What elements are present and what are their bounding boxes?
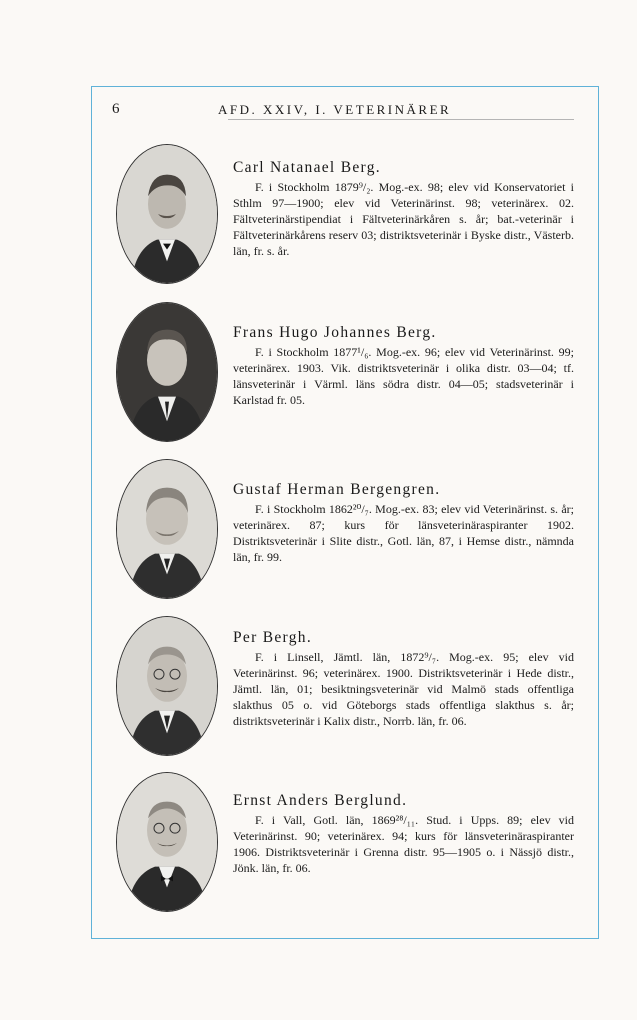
entry-bio: F. i Stockholm 1862²⁰/₇. Mog.-ex. 83; elev vid Veterinärinst. s. år; veterinärex. 87; kurs för länsveterinäraspiranter 1902. Distriktsveterinär i Slite distr., Gotl. län, 87, i Hemse distr., nämnda län, fr. 99. — [233, 502, 574, 564]
entry-bio: F. i Linsell, Jämtl. län, 1872⁹/₇. Mog.-ex. 95; elev vid Veterinärinst. 96; veterinärex. 1900. Distriktsveterinär i Hede distr., Jämtl. län, 01; besiktningsveterinär vid Malmö stads offentliga slakthus 05 o. vid Göteborgs stads offentliga slakthus s. år; distriktsveterinär i Kalix distr., Norrb. län, fr. 06. — [233, 650, 574, 728]
entry-bio: F. i Stockholm 1879⁹/₂. Mog.-ex. 98; elev vid Konservatoriet i Sthlm 97—1900; elev vid Veterinärinst. 98; veterinärex. 02. Fältveterinärstipendiat i Fältveterinärkåren s. år; bat.-veterinär i Fältveterinärkårens reserv 03; distriktsveterinär i Byske distr., Västerb. län, fr. s. år. — [233, 180, 574, 258]
entry-name: Per Bergh. — [233, 629, 313, 646]
entry-bio: F. i Stockholm 1877¹/₆. Mog.-ex. 96; elev vid Veterinärinst. 99; veterinärex. 1903. Vik. distriktsveterinär i olika distr. 03—04; tf. länsveterinär i Värml. läns södra distr. 04—05; stadsveterinär i Karlstad fr. 05. — [233, 345, 574, 407]
portrait-photo — [116, 144, 218, 284]
portrait-photo — [116, 772, 218, 912]
portrait-photo — [116, 459, 218, 599]
running-head: AFD. XXIV, I. VETERINÄRER — [218, 102, 452, 117]
entry-name: Ernst Anders Berglund. — [233, 792, 408, 809]
entry-bio: F. i Vall, Gotl. län, 1869²⁸/₁₁. Stud. i Upps. 89; elev vid Veterinärinst. 90; veterinärex. 94; kurs för länsveterinäraspiranter 1906. Distriktsveterinär i Grenna distr. 95—1905 o. i Nässjö distr., Jönk. län, fr. 06. — [233, 813, 574, 875]
entry-name: Gustaf Herman Bergengren. — [233, 481, 441, 498]
page-header — [112, 101, 580, 121]
page-number: 6 — [112, 101, 120, 117]
header-rule — [228, 119, 574, 120]
portrait-photo — [116, 302, 218, 442]
portrait-photo — [116, 616, 218, 756]
entry-name: Carl Natanael Berg. — [233, 159, 381, 176]
entry-name: Frans Hugo Johannes Berg. — [233, 324, 437, 341]
